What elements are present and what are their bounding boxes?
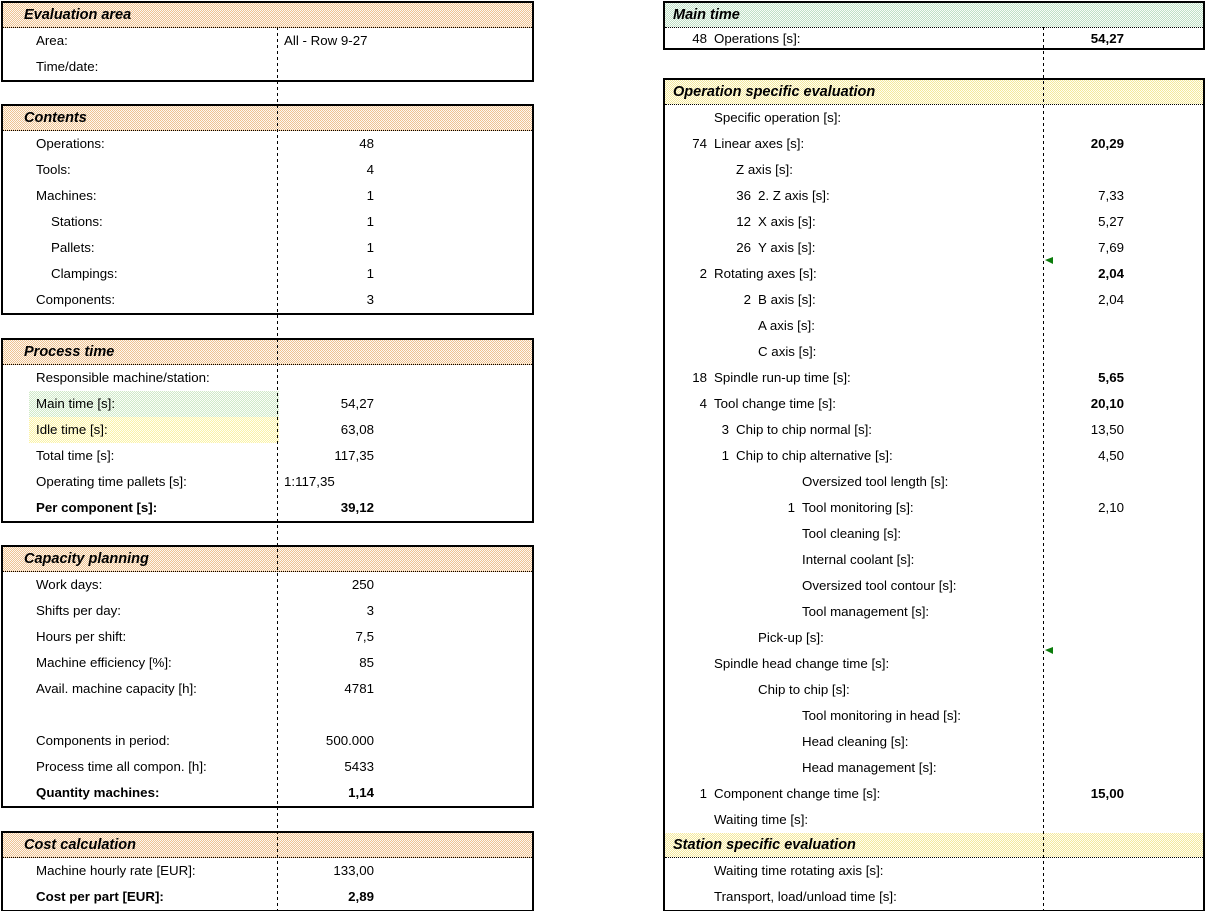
table-row [3, 754, 532, 780]
row-label: Pallets: [51, 240, 95, 255]
row-value-cell[interactable]: 133,00 [333, 863, 374, 878]
table-row [3, 702, 532, 728]
table-row [3, 261, 532, 287]
row-label: A axis [s]: [758, 318, 815, 333]
table-row [665, 703, 1203, 729]
row-value-cell[interactable]: 20,10 [1090, 396, 1124, 411]
table-row [3, 676, 532, 702]
row-label: Hours per shift: [36, 629, 127, 644]
row-value-cell[interactable]: 7,33 [1098, 188, 1124, 203]
row-value-cell[interactable]: 54,27 [340, 396, 374, 411]
table-row [665, 547, 1203, 573]
table-row [665, 339, 1203, 365]
row-value-cell[interactable]: 3 [366, 603, 374, 618]
table-row [3, 131, 532, 157]
row-value-cell[interactable]: 2,04 [1098, 266, 1124, 281]
table-row [3, 443, 532, 469]
row-label: 2. Z axis [s]: [758, 188, 830, 203]
table-row [665, 365, 1203, 391]
section-title: Station specific evaluation [673, 837, 856, 853]
row-value-cell[interactable]: 1,14 [348, 785, 374, 800]
row-value-cell[interactable]: 1:117,35 [284, 474, 335, 489]
table-row [3, 28, 532, 54]
comment-marker-icon[interactable] [1045, 257, 1053, 264]
row-value-cell[interactable]: 1 [366, 188, 374, 203]
row-count: 12 [736, 214, 751, 229]
operation-specific-table [663, 78, 1205, 833]
row-value-cell[interactable]: All - Row 9-27 [284, 33, 368, 48]
row-label: Linear axes [s]: [714, 136, 805, 151]
table-row [665, 807, 1203, 833]
row-label: Tool cleaning [s]: [802, 526, 902, 541]
row-label: Operations: [36, 136, 105, 151]
row-label: Operations [s]: [714, 31, 801, 46]
row-label: Quantity machines: [36, 785, 160, 800]
table-row [3, 365, 532, 391]
row-label: C axis [s]: [758, 344, 817, 359]
row-value-cell[interactable]: 7,5 [355, 629, 374, 644]
section-title: Main time [673, 7, 740, 23]
table-row [665, 313, 1203, 339]
row-value-cell[interactable]: 2,10 [1098, 500, 1124, 515]
table-row [665, 443, 1203, 469]
table-row [665, 495, 1203, 521]
table-row [3, 598, 532, 624]
row-value-cell[interactable]: 4 [366, 162, 374, 177]
table-row [3, 235, 532, 261]
row-label: Clampings: [51, 266, 118, 281]
row-label: Oversized tool length [s]: [802, 474, 949, 489]
section-title: Capacity planning [24, 551, 149, 567]
row-count: 1 [721, 448, 729, 463]
main-time-table [663, 1, 1205, 50]
station-specific-table [663, 833, 1205, 911]
row-label: Z axis [s]: [736, 162, 793, 177]
section-header [3, 833, 532, 858]
row-value-cell[interactable]: 1 [366, 266, 374, 281]
row-value-cell[interactable]: 39,12 [340, 500, 374, 515]
table-row [665, 391, 1203, 417]
section-header [665, 833, 1203, 858]
table-row [3, 391, 532, 417]
table-row [665, 235, 1203, 261]
row-value-cell[interactable]: 5,65 [1098, 370, 1124, 385]
section-header [665, 80, 1203, 105]
row-label: Machine hourly rate [EUR]: [36, 863, 196, 878]
table-row [3, 780, 532, 806]
row-value-cell[interactable]: 3 [366, 292, 374, 307]
row-value-cell[interactable]: 4781 [344, 681, 374, 696]
row-label: Stations: [51, 214, 103, 229]
table-row [665, 573, 1203, 599]
row-value-cell[interactable]: 15,00 [1090, 786, 1124, 801]
row-label: Y axis [s]: [758, 240, 816, 255]
table-row [3, 650, 532, 676]
table-row [665, 599, 1203, 625]
section-title: Process time [24, 344, 115, 360]
row-label: Head cleaning [s]: [802, 734, 909, 749]
table-row [665, 651, 1203, 677]
row-label: Machine efficiency [%]: [36, 655, 172, 670]
row-label: Time/date: [36, 59, 99, 74]
section-header [3, 106, 532, 131]
row-label: Internal coolant [s]: [802, 552, 915, 567]
row-label: Chip to chip [s]: [758, 682, 850, 697]
section-header [665, 3, 1203, 28]
row-value-cell[interactable]: 85 [359, 655, 374, 670]
row-value-cell[interactable]: 5,27 [1098, 214, 1124, 229]
row-label: Tool monitoring [s]: [802, 500, 914, 515]
row-label: Area: [36, 33, 68, 48]
row-label: Transport, load/unload time [s]: [714, 889, 897, 904]
row-label: Specific operation [s]: [714, 110, 842, 125]
capacity-planning-table [1, 545, 534, 808]
row-value-cell[interactable]: 500.000 [325, 733, 374, 748]
row-value-cell[interactable]: 1 [366, 214, 374, 229]
row-label: Avail. machine capacity [h]: [36, 681, 197, 696]
section-title: Contents [24, 110, 87, 126]
section-title: Operation specific evaluation [673, 84, 876, 100]
row-label: Head management [s]: [802, 760, 937, 775]
row-label: Spindle run-up time [s]: [714, 370, 851, 385]
section-title: Evaluation area [24, 7, 132, 23]
row-count: 26 [736, 240, 751, 255]
row-label: Components in period: [36, 733, 170, 748]
table-row [3, 884, 532, 910]
table-row [665, 884, 1203, 910]
table-row [665, 469, 1203, 495]
section-header [3, 340, 532, 365]
table-row [665, 729, 1203, 755]
row-value-cell[interactable]: 2,04 [1098, 292, 1124, 307]
row-value-cell[interactable]: 48 [359, 136, 374, 151]
row-value-cell[interactable]: 4,50 [1098, 448, 1124, 463]
table-row [3, 54, 532, 80]
row-label: Tool management [s]: [802, 604, 930, 619]
row-value-cell[interactable]: 7,69 [1098, 240, 1124, 255]
table-row [665, 183, 1203, 209]
row-label: Total time [s]: [36, 448, 115, 463]
row-label: Main time [s]: [36, 396, 116, 411]
table-row [3, 417, 532, 443]
table-row [3, 183, 532, 209]
row-count: 36 [736, 188, 751, 203]
row-value-cell[interactable]: 117,35 [334, 448, 374, 463]
row-value-cell[interactable]: 13,50 [1090, 422, 1124, 437]
row-count: 3 [721, 422, 729, 437]
row-label: Components: [36, 292, 116, 307]
row-label: Waiting time [s]: [714, 812, 809, 827]
table-row [3, 728, 532, 754]
section-header [3, 547, 532, 572]
row-count: 18 [692, 370, 707, 385]
table-row [3, 858, 532, 884]
row-label: Work days: [36, 577, 103, 592]
row-label: Tools: [36, 162, 71, 177]
table-row [665, 521, 1203, 547]
row-label: X axis [s]: [758, 214, 816, 229]
table-row [665, 261, 1203, 287]
row-label: Spindle head change time [s]: [714, 656, 890, 671]
row-count: 2 [699, 266, 707, 281]
table-row [3, 209, 532, 235]
table-row [3, 572, 532, 598]
row-value-cell[interactable]: 63,08 [340, 422, 374, 437]
row-label: Per component [s]: [36, 500, 158, 515]
row-value-cell[interactable]: 2,89 [348, 889, 374, 904]
row-label: Machines: [36, 188, 97, 203]
table-row [665, 287, 1203, 313]
row-label: Idle time [s]: [36, 422, 108, 437]
row-label: B axis [s]: [758, 292, 816, 307]
table-row [665, 417, 1203, 443]
row-label: Process time all compon. [h]: [36, 759, 207, 774]
contents-table [1, 104, 534, 315]
table-row [3, 469, 532, 495]
row-label: Shifts per day: [36, 603, 121, 618]
evaluation-area-table [1, 1, 534, 82]
table-row [665, 28, 1203, 49]
row-value-cell[interactable]: 250 [351, 577, 374, 592]
row-count: 74 [692, 136, 707, 151]
table-row [3, 287, 532, 313]
column-divider-dashed [1043, 27, 1044, 911]
table-row [665, 858, 1203, 884]
table-row [3, 157, 532, 183]
section-header [3, 3, 532, 28]
row-label: Tool change time [s]: [714, 396, 836, 411]
row-value-cell[interactable]: 1 [366, 240, 374, 255]
row-count: 4 [699, 396, 707, 411]
table-row [665, 131, 1203, 157]
table-row [665, 781, 1203, 807]
row-label: Cost per part [EUR]: [36, 889, 164, 904]
row-label: Chip to chip alternative [s]: [736, 448, 893, 463]
comment-marker-icon[interactable] [1045, 647, 1053, 654]
table-row [3, 624, 532, 650]
row-label: Oversized tool contour [s]: [802, 578, 957, 593]
table-row [665, 677, 1203, 703]
row-label: Component change time [s]: [714, 786, 881, 801]
table-row [665, 209, 1203, 235]
row-label: Responsible machine/station: [36, 370, 210, 385]
column-divider-dashed [277, 27, 278, 911]
row-count: 2 [743, 292, 751, 307]
cost-calculation-table [1, 831, 534, 911]
row-value-cell[interactable]: 54,27 [1090, 31, 1124, 46]
row-count: 1 [699, 786, 707, 801]
row-label: Pick-up [s]: [758, 630, 824, 645]
row-label: Chip to chip normal [s]: [736, 422, 872, 437]
row-count: 48 [692, 31, 707, 46]
process-time-table [1, 338, 534, 523]
table-row [665, 755, 1203, 781]
section-title: Cost calculation [24, 837, 136, 853]
row-value-cell[interactable]: 5433 [344, 759, 374, 774]
table-row [665, 157, 1203, 183]
row-label: Operating time pallets [s]: [36, 474, 187, 489]
row-value-cell[interactable]: 20,29 [1090, 136, 1124, 151]
row-label: Waiting time rotating axis [s]: [714, 863, 884, 878]
table-row [3, 495, 532, 521]
table-row [665, 105, 1203, 131]
row-label: Tool monitoring in head [s]: [802, 708, 961, 723]
table-row [665, 625, 1203, 651]
row-label: Rotating axes [s]: [714, 266, 817, 281]
row-count: 1 [787, 500, 795, 515]
